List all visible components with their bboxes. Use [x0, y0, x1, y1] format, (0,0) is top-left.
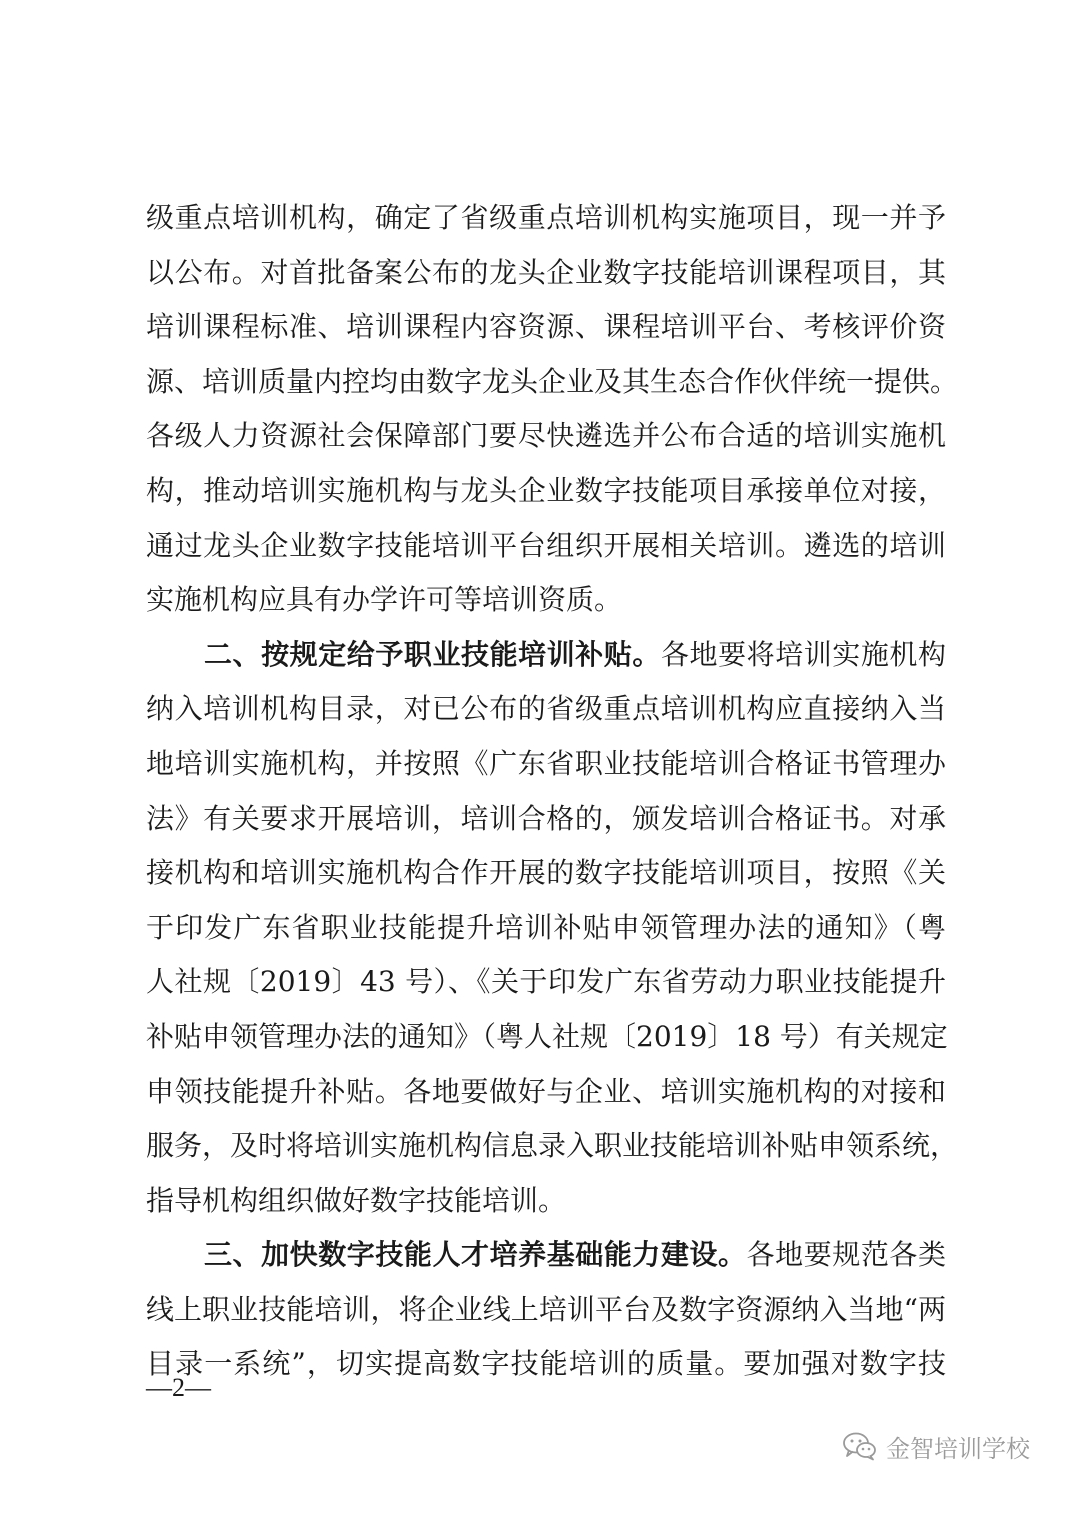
section-3-first-line	[146, 1228, 946, 1283]
text-line: 源、培训质量内控均由数字龙头企业及其生态合作伙伴统一提供。	[146, 364, 959, 398]
text-line: 线上职业技能培训，将企业线上培训平台及数字资源纳入当地“两	[146, 1292, 946, 1326]
section-heading: 三、加快数字技能人才培养基础能力建设。	[204, 1238, 747, 1272]
watermark	[842, 1426, 1030, 1466]
text-line: 接机构和培训实施机构合作开展的数字技能培训项目，按照《关	[146, 856, 946, 890]
text-line: 人社规〔2019〕43 号）、《关于印发广东省劳动力职业技能提升	[146, 965, 946, 999]
text-line: 于印发广东省职业技能提升培训补贴申领管理办法的通知》（粤	[146, 910, 946, 944]
text-line: 纳入培训机构目录，对已公布的省级重点培训机构应直接纳入当	[146, 692, 946, 726]
text-line: 目录一系统”，切实提高数字技能培训的质量。要加强对数字技	[146, 1347, 946, 1381]
text-line: 通过龙头企业数字技能培训平台组织开展相关培训。遴选的培训	[146, 528, 946, 562]
text-line: 法》有关要求开展培训，培训合格的，颁发培训合格证书。对承	[146, 801, 946, 835]
wechat-icon	[842, 1431, 878, 1461]
section-2-first-line	[146, 628, 946, 683]
section-text: 各地要规范各类	[746, 1238, 946, 1272]
text-line: 申领技能提升补贴。各地要做好与企业、培训实施机构的对接和	[146, 1074, 946, 1108]
text-line: 地培训实施机构，并按照《广东省职业技能培训合格证书管理办	[146, 746, 946, 780]
text-line: 指导机构组织做好数字技能培训。	[146, 1183, 567, 1217]
text-line: 各级人力资源社会保障部门要尽快遴选并公布合适的培训实施机	[146, 419, 946, 453]
text-line: 实施机构应具有办学许可等培训资质。	[146, 583, 623, 617]
text-line: 以公布。对首批备案公布的龙头企业数字技能培训课程项目，其	[146, 255, 946, 289]
text-line: 级重点培训机构，确定了省级重点培训机构实施项目，现一并予	[146, 201, 946, 234]
text-line: 构，推动培训实施机构与龙头企业数字技能项目承接单位对接，	[146, 473, 946, 507]
text-line: 培训课程标准、培训课程内容资源、课程培训平台、考核评价资	[146, 310, 946, 344]
section-text: 各地要将培训实施机构	[660, 637, 946, 671]
text-line: 服务，及时将培训实施机构信息录入职业技能培训补贴申领系统，	[146, 1129, 959, 1163]
page-number: —2—	[146, 1373, 211, 1402]
text-line: 补贴申领管理办法的通知》（粤人社规〔2019〕18 号）有关规定	[146, 1019, 948, 1053]
document-body	[146, 191, 959, 1392]
watermark-label: 金智培训学校	[886, 1434, 1030, 1463]
section-heading: 二、按规定给予职业技能培训补贴。	[204, 637, 661, 671]
